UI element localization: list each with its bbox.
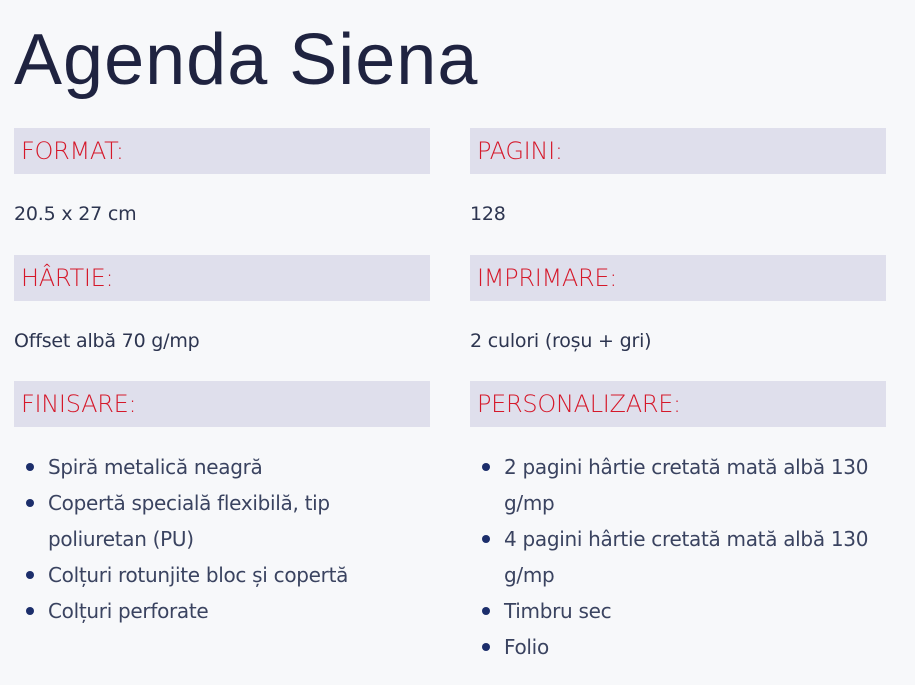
- bullet-dot-icon: [482, 643, 490, 651]
- bullet-dot-icon: [482, 607, 490, 615]
- bullet-dot-icon: [482, 463, 490, 471]
- personalizare-item-text: 2 pagini hârtie cretată mată albă 130 g/mp: [504, 455, 869, 515]
- finisare-list: [14, 449, 430, 629]
- bullet-dot-icon: [26, 571, 34, 579]
- imprimare-heading: IMPRIMARE:: [470, 255, 886, 301]
- personalizare-item-text: Folio: [504, 635, 549, 659]
- list-item: [14, 593, 430, 629]
- format-heading: FORMAT:: [14, 128, 430, 174]
- list-item: [470, 629, 886, 665]
- finisare-heading: FINISARE:: [14, 381, 430, 427]
- list-item: [14, 557, 430, 593]
- list-item: [14, 485, 430, 557]
- personalizare-heading: PERSONALIZARE:: [470, 381, 886, 427]
- pagini-heading: PAGINI:: [470, 128, 886, 174]
- personalizare-item-text: 4 pagini hârtie cretată mată albă 130 g/mp: [504, 527, 869, 587]
- bullet-dot-icon: [26, 607, 34, 615]
- bullet-dot-icon: [482, 535, 490, 543]
- list-item: [14, 449, 430, 485]
- format-value: 20.5 x 27 cm: [14, 203, 137, 225]
- list-item: [470, 521, 886, 593]
- list-item: [470, 449, 886, 521]
- page-title: Agenda Siena: [14, 20, 479, 100]
- personalizare-list: [470, 449, 886, 665]
- pagini-value: 128: [470, 203, 506, 225]
- finisare-item-text: Copertă specială flexibilă, tip poliuretan (PU): [48, 491, 330, 551]
- finisare-item-text: Colțuri rotunjite bloc și copertă: [48, 563, 349, 587]
- finisare-item-text: Colțuri perforate: [48, 599, 209, 623]
- hartie-heading: HÂRTIE:: [14, 255, 430, 301]
- bullet-dot-icon: [26, 499, 34, 507]
- hartie-value: Offset albă 70 g/mp: [14, 330, 200, 352]
- personalizare-item-text: Timbru sec: [504, 599, 612, 623]
- finisare-item-text: Spiră metalică neagră: [48, 455, 263, 479]
- imprimare-value: 2 culori (roșu + gri): [470, 330, 652, 352]
- bullet-dot-icon: [26, 463, 34, 471]
- list-item: [470, 593, 886, 629]
